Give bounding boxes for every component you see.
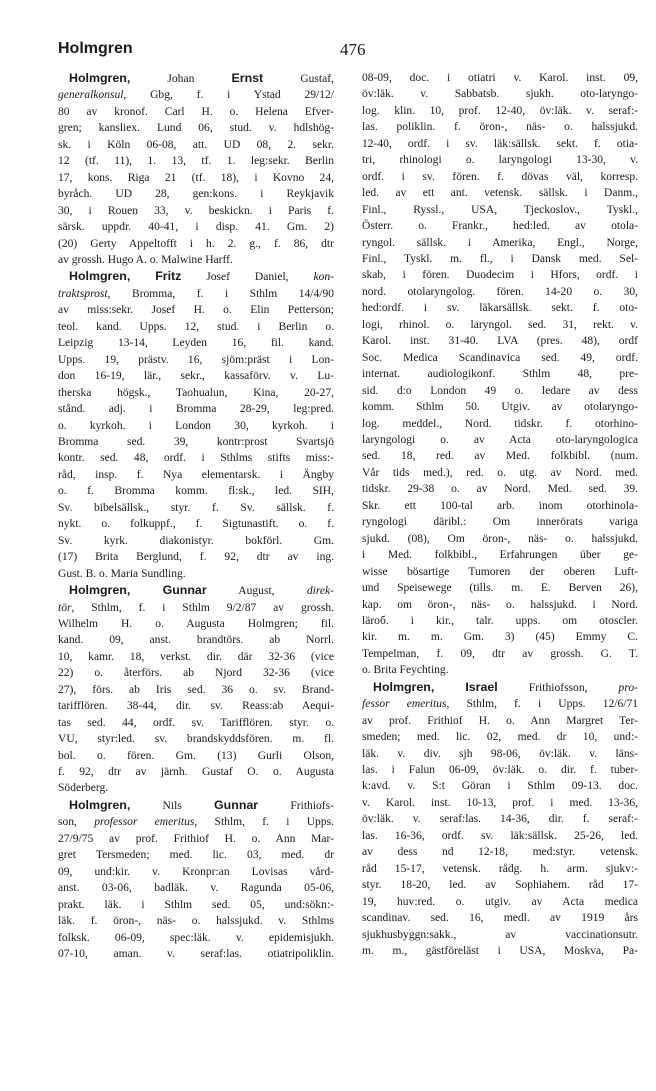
text-run: tri, rhinologi o. laryngologi 13-30, v. (362, 154, 638, 167)
text-run: , Sthlm, f. i Upps. 12/6/71 (446, 698, 638, 711)
text-run: Finl., Tyskl. m. fl., i Dansk med. Sel- (362, 252, 638, 265)
text-run: Leipzig 13-14, Leyden 16, fil. kand. (58, 337, 334, 350)
text-run: logi, rhinol. o. laryngol. sed. 31, rekt. v. (362, 318, 638, 331)
text-run: Frithiofs- (258, 799, 334, 812)
text-run: särsk. uppdr. 40-41, i disp. 41. Gm. 2) (58, 221, 334, 234)
call-name: Gunnar (214, 797, 259, 812)
text-line (58, 649, 334, 665)
text-line (58, 467, 334, 483)
text-line (58, 385, 334, 401)
text-run: läk. f. öron-, näs- o. halssjukd. v. Sthlms (58, 915, 334, 928)
right-column (362, 70, 638, 959)
text-line (362, 646, 638, 662)
text-run: laryngologi o. av Acta oto-laryngologica (362, 433, 638, 446)
text-run: und Speisewege (tills. m. E. Berven 26), (362, 582, 638, 595)
text-line (362, 514, 638, 530)
title-italic: professor emeritus (94, 816, 195, 829)
text-line (58, 566, 334, 582)
text-line (58, 120, 334, 136)
text-line (58, 219, 334, 235)
biography-entry (58, 268, 334, 582)
text-run: öv:läk. v. seraf:las. 14-36, dir. f. seraf:- (362, 813, 638, 826)
text-line (362, 235, 638, 251)
text-line (58, 582, 334, 599)
text-run: Österr. o. Frankr., hed:led. av otola- (362, 220, 638, 233)
text-run: hed:ordf. i sv. läkarsällsk. sekt. f. oto- (362, 302, 638, 315)
text-run: kontr. sed. 48, ordf. i Sthlms stifts miss:- (58, 452, 334, 465)
text-run: 30, i Rouen 33, v. beskickn. i Paris f. (58, 204, 334, 217)
text-run: led. av ett ant. vetensk. sällsk. i Danm., (362, 187, 638, 200)
text-line (58, 549, 334, 565)
text-run: VU, styr:led. sv. brandskyddsfören. m. fl. (58, 733, 334, 746)
text-run: smeden; med. lic. 02, med. dr 10, und:- (362, 731, 638, 744)
text-line (58, 715, 334, 731)
text-line (58, 698, 334, 714)
text-line (58, 780, 334, 796)
text-run: , Sthlm, f. i Sthlm 9/2/87 av grossh. (71, 601, 334, 614)
text-line (58, 286, 334, 302)
text-line (362, 432, 638, 448)
text-run: 12-40, ordf. i sv. läk:sällsk. sekt. f. otia- (362, 137, 638, 150)
text-run: Skr. ett 100-tal arb. inom otorhinola- (362, 499, 638, 512)
biography-entry (58, 797, 334, 963)
text-run: sjukd. (08), Om öron-, näs- o. halssjukd. (362, 532, 638, 545)
text-line (58, 335, 334, 351)
text-line (58, 268, 334, 285)
title-italic: generalkonsul (58, 89, 124, 102)
text-run: (17) Brita Berglund, f. 92, dtr av ing. (58, 551, 334, 564)
text-line (58, 186, 334, 202)
text-line (362, 152, 638, 168)
text-run: råd, insp. f. Nya elementarsk. i Ängby (58, 468, 334, 481)
text-line (362, 580, 638, 596)
text-line (362, 284, 638, 300)
text-line (362, 103, 638, 119)
text-run: Vår tids med.), red. o. utg. av Nord. med. (362, 466, 638, 479)
text-run: o. Brita Feychting. (362, 664, 449, 677)
text-run: teol. kand. Upps. 12, stud. i Berlin o. (58, 320, 334, 333)
text-run: i Med. folkbibl., Erfahrungen über ge- (362, 549, 638, 562)
text-line (58, 831, 334, 847)
text-run: prakt. läk. i Sthlm sed. 05, und:sökn:- (58, 898, 334, 911)
text-line (58, 87, 334, 103)
text-run: 12 (tf. 11), 1. 13, tf. 1. leg:sekr. Berlin (58, 155, 334, 168)
text-run: (20) Gerty Appeltofft i h. 2. g., f. 86, dtr (58, 237, 334, 250)
text-run: Wilhelm H. o. Augusta Holmgren; fil. (58, 617, 334, 630)
text-line (362, 679, 638, 696)
text-line (58, 814, 334, 830)
text-run: 07-10, aman. v. seraf:las. otiatripoliklin. (58, 948, 334, 961)
text-run: byråch. UD 28, gen:kons. i Reykjavik (58, 188, 334, 201)
text-run: log. klin. 10, prof. 12-40, öv:läk. v. seraf:- (362, 104, 638, 117)
text-run: sed. 18, red. av Med. folkbibl. (num. (362, 450, 638, 463)
text-run: 17, kons. Riga 21 (tf. 18), i Kovno 24, (58, 171, 334, 184)
text-line (58, 632, 334, 648)
text-run: August, (206, 585, 307, 598)
text-line (58, 930, 334, 946)
text-line (362, 629, 638, 645)
text-run: Tempelman, f. 09, dtr av grossh. G. T. (362, 647, 638, 660)
text-line (362, 795, 638, 811)
text-run: ryngol. sällsk. i Amerika, Engl., Norge, (362, 236, 638, 249)
text-line (362, 547, 638, 563)
text-run: kir. m. m. Gm. 3) (45) Emmy C. (362, 631, 638, 644)
text-line (362, 861, 638, 877)
text-line (58, 864, 334, 880)
text-run: internat. audiologikonf. Sthlm 48, pre- (362, 368, 638, 381)
text-run: v. Karol. inst. 10-13, prof. i med. 13-36, (362, 796, 638, 809)
text-line (58, 137, 334, 153)
text-run: av miss:sekr. Josef H. o. Elin Petterson; (58, 304, 334, 317)
text-line (58, 170, 334, 186)
biography-entry (58, 582, 334, 797)
text-run: Nils (130, 799, 215, 812)
text-line (362, 564, 638, 580)
text-run: Josef Daniel, (181, 271, 314, 284)
text-run: wisse bösartige Tumoren der oberen Luft- (362, 565, 638, 578)
text-run: , Gbg, f. i Ystad 29/12/ (123, 89, 334, 102)
text-line (58, 483, 334, 499)
entry-surname: Holmgren, (373, 679, 435, 694)
text-line (362, 877, 638, 893)
text-run: Gustaf, (263, 73, 334, 85)
text-run: Sv. kyrk. diakonistyr. bokförl. Gm. (58, 534, 334, 547)
text-run: Bromma sed. 39, kontr:prost Svartsjö (58, 435, 334, 448)
text-run: 27), förs. ab Iris sed. 36 o. sv. Brand- (58, 683, 334, 696)
text-run: m. m., gästföreläst i USA, Moskva, Pa- (362, 945, 638, 958)
title-italic: kon- (313, 271, 334, 284)
text-line (58, 104, 334, 120)
text-line (58, 847, 334, 863)
text-line (58, 368, 334, 384)
text-line (58, 946, 334, 962)
text-run: läk. v. div. sjh 98-06, öv:läk. v. läns- (362, 747, 638, 760)
text-line (58, 70, 334, 87)
text-run: therska högsk., Taohualun, Kina, 20-27, (58, 386, 334, 399)
text-line (362, 267, 638, 283)
text-run: styr. 18-20, led. av Sophiahem. råd 17- (362, 879, 638, 892)
text-line (362, 844, 638, 860)
title-italic: direk- (306, 585, 334, 598)
text-run: Söderberg. (58, 782, 109, 795)
text-line (58, 748, 334, 764)
text-line (58, 434, 334, 450)
text-line (362, 498, 638, 514)
text-run: , Sthlm, f. i Upps. (194, 816, 334, 829)
text-line (362, 399, 638, 415)
text-line (362, 762, 638, 778)
text-line (58, 203, 334, 219)
text-line (362, 811, 638, 827)
text-run: kand. 09, anst. brandtörs. ab Norrl. (58, 634, 334, 647)
text-line (58, 500, 334, 516)
text-line (362, 218, 638, 234)
text-line (362, 251, 638, 267)
text-line (362, 927, 638, 943)
text-run: öv:läk. v. Sabbatsb. sjukh. oto-laryngo- (362, 88, 638, 101)
text-line (362, 662, 638, 678)
text-run: k:avd. v. S:t Göran i Sthlm 09-13. doc. (362, 780, 638, 793)
text-run: las. i Falun 06-09, öv:läk. o. dir. f. tuber- (362, 764, 638, 777)
call-name: Fritz (155, 269, 182, 284)
text-run: sjukhusbyggn:sakk., av vaccinationsutr. (362, 928, 638, 941)
text-line (362, 696, 638, 712)
text-run: 19, huv:red. o. utgiv. av Acta medica (362, 895, 638, 908)
text-run: f. 92, dtr av järnh. Gustaf O. o. Augusta (58, 766, 334, 779)
call-name: Israel (465, 679, 498, 694)
text-line (58, 731, 334, 747)
text-line (362, 613, 638, 629)
text-run: Karol. inst. 31-40. LVA (pres. 48), ordf (362, 335, 638, 348)
text-run: Frithiofsson, (497, 681, 619, 694)
text-line (58, 913, 334, 929)
text-run: bol. o. fören. Gm. (13) Gurli Olson, (58, 749, 334, 762)
text-line (362, 894, 638, 910)
left-column (58, 70, 334, 962)
text-line (362, 119, 638, 135)
text-line (362, 70, 638, 86)
page-number: 476 (340, 40, 366, 59)
entry-surname: Holmgren, (69, 269, 131, 284)
text-line (362, 597, 638, 613)
text-run: kap. om öron-, näs- o. halssjukd. i Nord. (362, 598, 638, 611)
text-run: stånd. adj. i Bromma 28-29, leg:pred. (58, 403, 334, 416)
text-line (58, 764, 334, 780)
text-run: scandinav. sed. 16, medl. av 1919 års (362, 912, 638, 925)
text-run: anst. 03-06, badläk. v. Ragunda 05-06, (58, 882, 334, 895)
text-run: Sv. bibelsällsk., styr. f. Sv. sällsk. f. (58, 501, 334, 514)
page-header (58, 40, 628, 64)
text-run: tidskr. 29-38 o. av Nord. Med. sed. 39. (362, 483, 638, 496)
text-run: 27/9/75 av prof. Frithiof H. o. Ann Mar- (58, 832, 334, 845)
text-line (58, 897, 334, 913)
text-run: folksk. 06-09, spec:läk. v. epidemisjukh. (58, 931, 334, 944)
text-run: 80 av kronof. Carl H. o. Helena Efver- (58, 105, 334, 118)
text-run: las. 16-36, ordf. sv. läk:sällsk. 25-26, led. (362, 829, 638, 842)
title-italic: fessor emeritus (362, 698, 447, 711)
text-run: tas sed. 44, ordf. sv. Tarifflören. styr. o. (58, 716, 334, 729)
text-run: Johan (130, 73, 232, 85)
text-run (130, 271, 155, 283)
text-run: av grossh. Hugo A. o. Malwine Harff. (58, 253, 233, 266)
biography-entry (58, 70, 334, 268)
text-run: komm. Sthlm 50. Utgiv. av otolaryngo- (362, 401, 638, 414)
text-line (58, 236, 334, 252)
text-line (362, 300, 638, 316)
text-run: nord. otolaryngolog. fören. 14-20 o. 30, (362, 285, 638, 298)
text-line (58, 665, 334, 681)
text-line (58, 252, 334, 268)
text-run: av prof. Frithiof H. o. Ann Margret Ter- (362, 714, 638, 727)
text-run: 08-09, doc. i otiatri v. Karol. inst. 09, (362, 72, 638, 84)
text-run: ryngologi däribl.: Om innerörats variga (362, 516, 638, 529)
text-line (58, 600, 334, 616)
text-line (362, 366, 638, 382)
call-name: Ernst (231, 71, 264, 85)
text-line (362, 86, 638, 102)
text-run: av dess nd 12-18, med:styr. vetensk. (362, 846, 638, 859)
text-run: sk. i Köln 06-08, att. UD 08, 2. sekr. (58, 138, 334, 151)
text-line (362, 910, 638, 926)
entry-surname: Holmgren, (69, 797, 131, 812)
text-line (58, 682, 334, 698)
text-run: skab, i fören. Duodecim i Hfors, ordf. i (362, 269, 638, 282)
text-run: gret Tersmeden; med. lic. 03, med. dr (58, 849, 334, 862)
text-run: Soc. Medica Scandinavica sed. 49, ordf. (362, 351, 638, 364)
text-run: råd 15-17, vetensk. rådg. h. arm. sjukv:- (362, 862, 638, 875)
text-run: ordf. i sv. fören. f. dövas väl, korresp. (362, 170, 638, 183)
text-line (362, 729, 638, 745)
text-line (362, 136, 638, 152)
text-run: son, (58, 816, 95, 829)
text-line (362, 448, 638, 464)
text-run: tarifflören. 38-44, dir. sv. Reass:ab Aequi- (58, 700, 334, 713)
text-line (362, 317, 638, 333)
text-line (58, 880, 334, 896)
text-line (362, 185, 638, 201)
text-run: log. meddel., Nord. tidskr. f. otorhino- (362, 417, 638, 430)
text-line (58, 401, 334, 417)
text-run: 10, kamr. 18, verkst. dir. där 32-36 (vice (58, 650, 334, 663)
text-run: 09, und:kir. v. Kronpr:an Lovisas vård- (58, 865, 334, 878)
text-line (362, 943, 638, 959)
text-line (362, 383, 638, 399)
text-run: don 16-19, lär., sekr., kassaförv. v. Lu- (58, 370, 334, 383)
text-line (58, 352, 334, 368)
text-line (362, 531, 638, 547)
title-italic: pro- (618, 681, 638, 694)
text-run: o. f. Bromma komm. fl:sk., led. SIH, (58, 485, 334, 498)
text-line (362, 169, 638, 185)
text-line (362, 481, 638, 497)
text-run: las. poliklin. f. öron-, näs- o. halssjukd. (362, 121, 638, 134)
text-line (362, 778, 638, 794)
text-line (58, 153, 334, 169)
entry-surname: Holmgren, (69, 71, 131, 85)
text-run: , Bromma, f. i Sthlm 14/4/90 (107, 287, 334, 300)
text-run (434, 682, 465, 694)
text-line (58, 797, 334, 814)
text-run: Gust. B. o. Maria Sundling. (58, 567, 186, 580)
entry-surname: Holmgren, (69, 583, 131, 598)
running-head: Holmgren (58, 40, 133, 57)
text-line (58, 616, 334, 632)
text-line (58, 302, 334, 318)
text-line (362, 465, 638, 481)
text-line (58, 418, 334, 434)
text-line (362, 202, 638, 218)
text-run: o. kyrkoh. i London 30, kyrkoh. i (58, 419, 334, 432)
text-run (130, 585, 162, 597)
text-line (362, 746, 638, 762)
title-italic: traktsprost (58, 287, 108, 300)
text-run: läroб. i kir., talr. upps. om otoscler. (362, 614, 638, 627)
title-italic: tör (58, 601, 72, 614)
text-line (58, 533, 334, 549)
text-run: gren; kansliex. Lund 06, stud. v. hdlshög- (58, 122, 334, 135)
text-line (58, 450, 334, 466)
text-run: Upps. 19, prästv. 16, sjöm:präst i Lon- (58, 353, 334, 366)
text-run: sid. d:o London 49 o. ledare av dess (362, 384, 638, 397)
text-line (362, 828, 638, 844)
text-line (362, 416, 638, 432)
text-line (58, 516, 334, 532)
text-run: 22) o. återförs. ab Njord 32-36 (vice (58, 667, 334, 680)
call-name: Gunnar (162, 583, 207, 598)
text-line (362, 350, 638, 366)
text-line (362, 713, 638, 729)
text-line (58, 319, 334, 335)
text-run: Finl., Ryssl., USA, Tjeckoslov., Tyskl., (362, 203, 638, 216)
text-line (362, 333, 638, 349)
text-run: nykt. o. folkuppf., f. Sigtunastift. o. f. (58, 518, 334, 531)
